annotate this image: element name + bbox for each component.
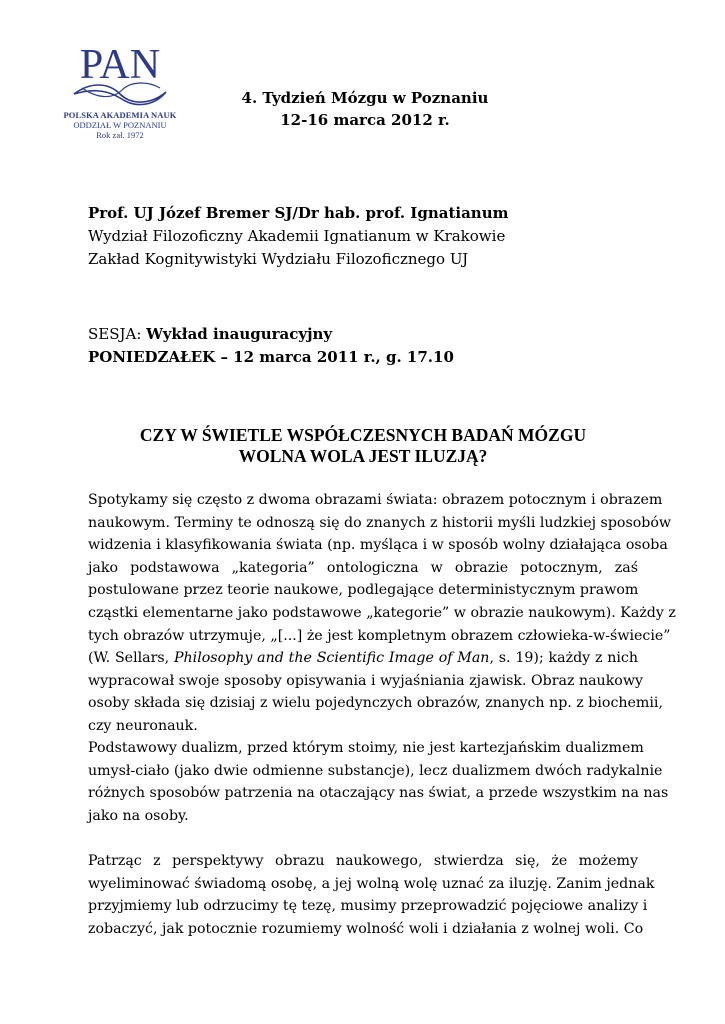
logo-founded: Rok zał. 1972 bbox=[96, 130, 144, 140]
paragraph-line: naukowym. Terminy te odnoszą się do znanych z historii myśli ludzkiej sposobów bbox=[88, 514, 672, 531]
paragraph-line: wyeliminować świadomą osobę, a jej wolną wolę uznać za iluzję. Zanim jednak bbox=[88, 875, 655, 892]
paragraph-2 bbox=[88, 737, 669, 827]
paragraph-line: przyjmiemy lub odrzucimy tę tezę, musimy przeprowadzić pojęciowe analizy i bbox=[88, 898, 648, 915]
pan-logo bbox=[50, 42, 190, 152]
lecture-title-line-2: WOLNA WOLA JEST ILUZJĄ? bbox=[238, 446, 488, 466]
pan-emblem-icon bbox=[60, 42, 180, 110]
paragraph-line: wypracował swoje sposoby opisywania i wyjaśniania zjawisk. Obraz naukowy bbox=[88, 672, 643, 689]
author-affiliation-2: Zakład Kognitywistyki Wydziału Filozoficznego UJ bbox=[88, 250, 469, 268]
paragraph-line: zobaczyć, jak potocznie rozumiemy wolność woli i działania z wolnej woli. Co bbox=[88, 920, 644, 937]
author-affiliation-1: Wydział Filozoficzny Akademii Ignatianum w Krakowie bbox=[88, 227, 506, 245]
event-dates: 12-16 marca 2012 r. bbox=[280, 111, 450, 129]
session-date: PONIEDZAŁEK – 12 marca 2011 r., g. 17.10 bbox=[88, 348, 454, 366]
session-line bbox=[88, 325, 648, 343]
citation-title: Philosophy and the Scientific Image of Man bbox=[174, 650, 490, 667]
paragraph-3 bbox=[88, 850, 655, 940]
citation-line bbox=[88, 647, 638, 670]
paragraph-1 bbox=[88, 489, 676, 738]
paragraph-line: umysł-ciało (jako dwie odmienne substancje), lecz dualizmem dwóch radykalnie bbox=[88, 762, 663, 779]
paragraph-line: Spotykamy się często z dwoma obrazami świata: obrazem potocznym i obrazem bbox=[88, 492, 663, 508]
lecture-title-line-1: CZY W ŚWIETLE WSPÓŁCZESNYCH BADAŃ MÓZGU bbox=[139, 425, 587, 445]
paragraph-line: osoby składa się dzisiaj z wielu pojedynczych obrazów, znanych np. z biochemii, bbox=[88, 695, 663, 712]
citation-suffix: , s. 19); każdy z nich bbox=[489, 650, 639, 667]
paragraph-line: jako na osoby. bbox=[88, 807, 189, 824]
logo-org: POLSKA AKADEMIA NAUK bbox=[63, 110, 177, 120]
paragraph-line: czy neuronauk. bbox=[88, 717, 198, 734]
paragraph-line: Patrząc z perspektywy obrazu naukowego, stwierdza się, że możemy bbox=[88, 853, 638, 869]
logo-mark-text: PAN bbox=[79, 42, 161, 88]
session-name: Wykład inauguracyjny bbox=[146, 325, 333, 343]
paragraph-line: widzenia i klasyfikowania świata (np. myśląca i w sposób wolny działająca osoba bbox=[88, 537, 668, 554]
session-label: SESJA: bbox=[88, 325, 147, 343]
paragraph-line: postulowane przez teorie naukowe, podlegające deterministycznym prawom bbox=[88, 582, 639, 599]
paragraph-line: tych obrazów utrzymuje, „[...] że jest kompletnym obrazem człowieka-w-świecie” bbox=[88, 627, 671, 644]
paragraph-line: cząstki elementarne jako podstawowe „kategorie” w obrazie naukowym). Każdy z bbox=[88, 604, 676, 621]
paragraph-line: różnych sposobów patrzenia na otaczający nas świat, a przede wszystkim na nas bbox=[88, 785, 669, 802]
author-name: Prof. UJ Józef Bremer SJ/Dr hab. prof. Ignatianum bbox=[88, 204, 509, 222]
paragraph-line: Podstawowy dualizm, przed którym stoimy, nie jest kartezjańskim dualizmem bbox=[88, 740, 644, 756]
paragraph-line: jako podstawowa „kategoria” ontologiczna w obrazie potocznym, zaś bbox=[88, 559, 638, 576]
event-title: 4. Tydzień Mózgu w Poznaniu bbox=[241, 89, 489, 107]
citation-prefix: (W. Sellars, bbox=[88, 650, 174, 667]
logo-branch: ODDZIAŁ W POZNANIU bbox=[73, 120, 167, 130]
